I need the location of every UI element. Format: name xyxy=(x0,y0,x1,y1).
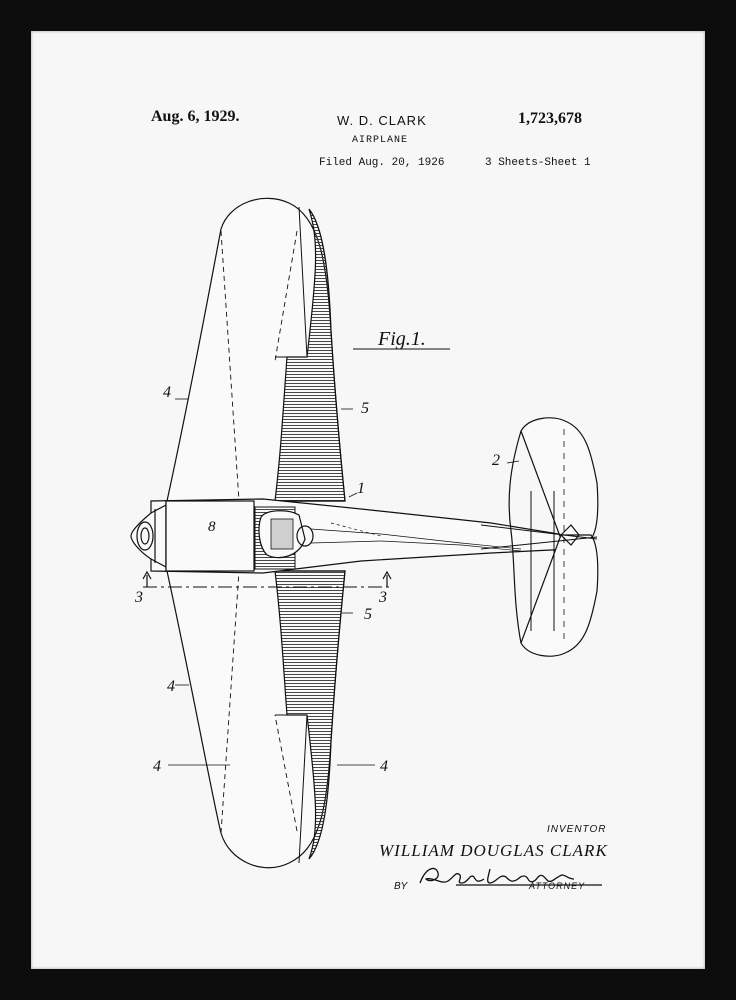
horizontal-stabilizer xyxy=(521,418,598,539)
figure-label: Fig.1. xyxy=(378,328,426,350)
inventor-name: WILLIAM DOUGLAS CLARK xyxy=(379,841,608,860)
ref-5-upper: 5 xyxy=(361,400,369,417)
attorney-label: ATTORNEY xyxy=(529,881,586,891)
ref-3-right: 3 xyxy=(379,589,387,606)
inventor-label: INVENTOR xyxy=(547,824,607,835)
sheet-count: 3 Sheets-Sheet 1 xyxy=(485,157,591,169)
ref-3-left: 3 xyxy=(135,589,143,606)
patent-sheet xyxy=(31,31,705,969)
ref-4-lower-left: 4 xyxy=(153,758,161,775)
patent-number: 1,723,678 xyxy=(518,110,582,127)
ref-8: 8 xyxy=(208,519,216,535)
filed-date: Filed Aug. 20, 1926 xyxy=(319,157,445,169)
ref-4-upper: 4 xyxy=(163,384,171,401)
ref-4-mid: 4 xyxy=(167,678,175,695)
inventor-short-name: W. D. CLARK xyxy=(337,113,427,128)
invention-title: AIRPLANE xyxy=(352,135,409,146)
ref-5-lower: 5 xyxy=(364,606,372,623)
ref-1: 1 xyxy=(357,480,365,497)
patent-date: Aug. 6, 1929. xyxy=(151,108,240,125)
ref-4-lower-right: 4 xyxy=(380,758,388,775)
ref-2: 2 xyxy=(492,452,500,469)
by-label: BY xyxy=(394,881,408,892)
